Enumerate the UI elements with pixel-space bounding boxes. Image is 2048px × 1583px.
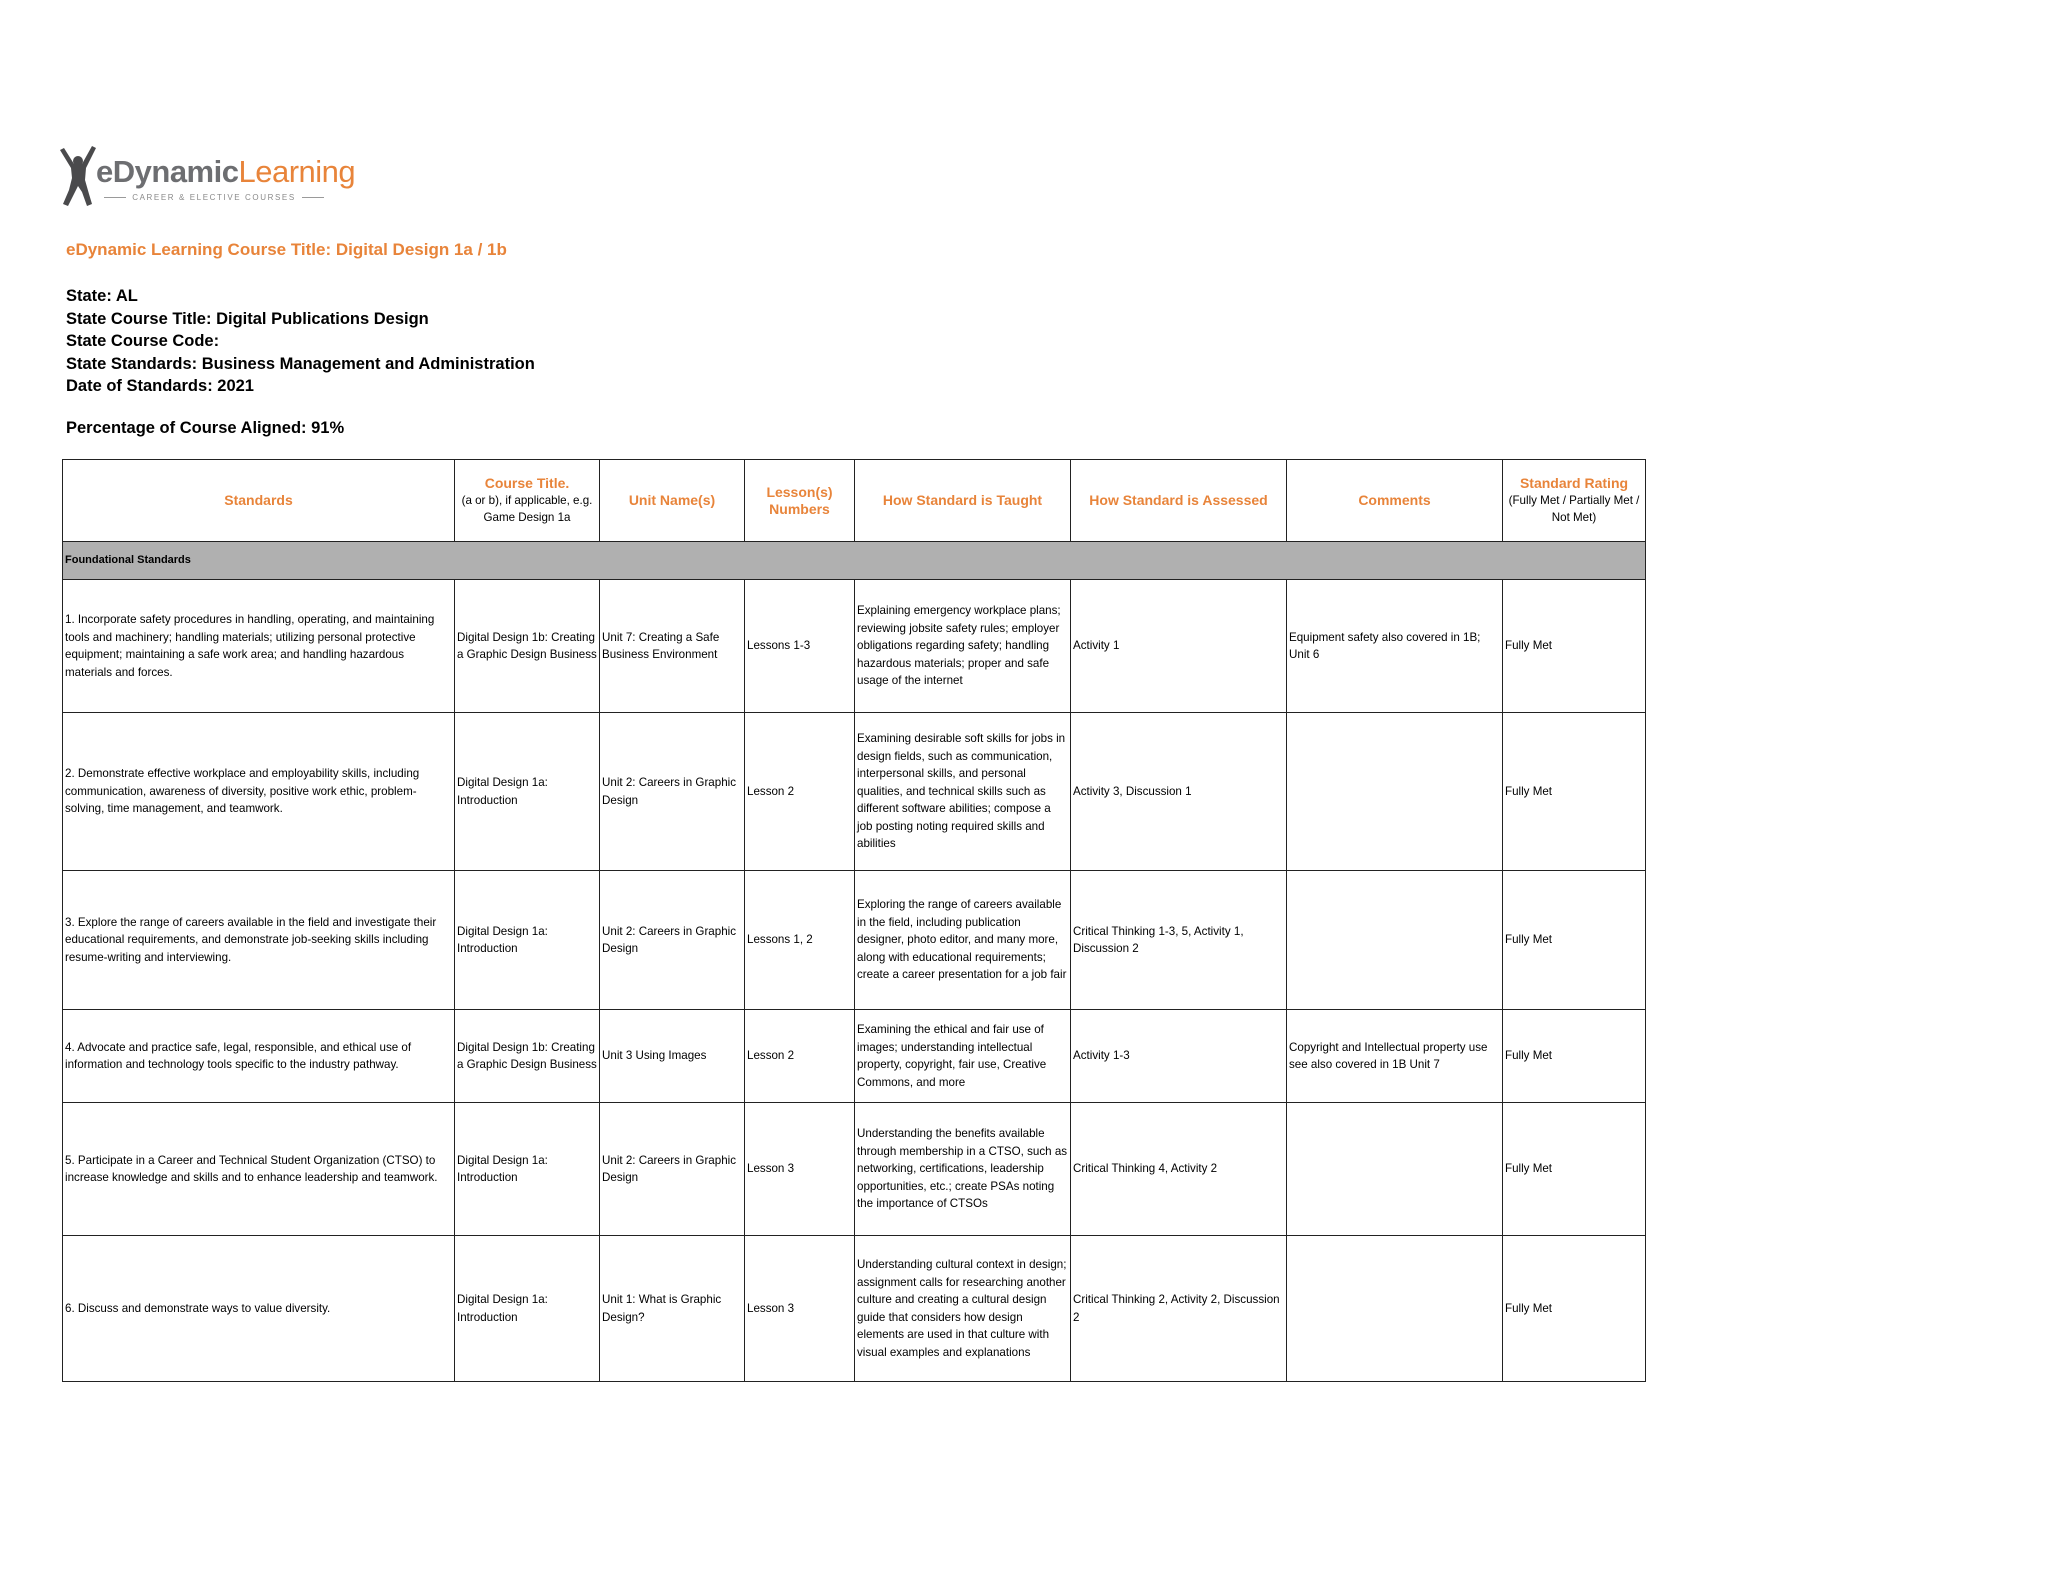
cell-taught: Exploring the range of careers available in the field, including publication designer, photo editor, and many more, along with educational requirements; create a career presentation for a job fair bbox=[855, 871, 1071, 1010]
table-row bbox=[63, 713, 1646, 871]
cell-comments bbox=[1287, 871, 1503, 1010]
course-title: eDynamic Learning Course Title: Digital Design 1a / 1b bbox=[66, 240, 507, 259]
state-standards-line: State Standards: Business Management and Administration bbox=[66, 354, 535, 373]
cell-standard: 3. Explore the range of careers available in the field and investigate their educational requirements, and demonstrate job-seeking skills including resume-writing and interviewing. bbox=[63, 871, 455, 1010]
cell-taught: Examining the ethical and fair use of images; understanding intellectual property, copyright, fair use, Creative Commons, and more bbox=[855, 1010, 1071, 1103]
person-jumping-icon bbox=[58, 144, 98, 210]
col-header-course-title bbox=[455, 460, 600, 542]
cell-course: Digital Design 1a: Introduction bbox=[455, 1236, 600, 1382]
col-header-course-title-sub: (a or b), if applicable, e.g. Game Design 1a bbox=[461, 493, 593, 524]
cell-unit: Unit 7: Creating a Safe Business Environment bbox=[600, 580, 745, 713]
cell-lessons: Lessons 1-3 bbox=[745, 580, 855, 713]
table-row bbox=[63, 1236, 1646, 1382]
cell-course: Digital Design 1a: Introduction bbox=[455, 1103, 600, 1236]
brand-main: Dynamic bbox=[112, 154, 239, 189]
cell-assessed: Activity 1 bbox=[1071, 580, 1287, 713]
cell-comments: Copyright and Intellectual property use see also covered in 1B Unit 7 bbox=[1287, 1010, 1503, 1103]
brand-suffix: Learning bbox=[238, 154, 356, 189]
cell-comments bbox=[1287, 1103, 1503, 1236]
cell-rating: Fully Met bbox=[1503, 1236, 1646, 1382]
cell-rating: Fully Met bbox=[1503, 580, 1646, 713]
state-course-title-line: State Course Title: Digital Publications Design bbox=[66, 309, 429, 328]
table-row bbox=[63, 1010, 1646, 1103]
col-header-course-title-main: Course Title. bbox=[484, 474, 570, 491]
cell-rating: Fully Met bbox=[1503, 1103, 1646, 1236]
cell-taught: Examining desirable soft skills for jobs in design fields, such as communication, interpersonal skills, and personal qualities, and technical skills such as different software abilities; compose a job posting noting required skills and abilities bbox=[855, 713, 1071, 871]
cell-comments bbox=[1287, 713, 1503, 871]
cell-standard: 4. Advocate and practice safe, legal, responsible, and ethical use of information and technology tools specific to the industry pathway. bbox=[63, 1010, 455, 1103]
percentage-aligned: Percentage of Course Aligned: 91% bbox=[66, 419, 345, 437]
cell-unit: Unit 2: Careers in Graphic Design bbox=[600, 713, 745, 871]
table-row bbox=[63, 580, 1646, 713]
cell-unit: Unit 2: Careers in Graphic Design bbox=[600, 1103, 745, 1236]
col-header-lessons: Lesson(s) Numbers bbox=[745, 460, 855, 542]
course-meta bbox=[66, 285, 535, 398]
table-row bbox=[63, 1103, 1646, 1236]
cell-lessons: Lesson 3 bbox=[745, 1236, 855, 1382]
cell-assessed: Critical Thinking 1-3, 5, Activity 1, Discussion 2 bbox=[1071, 871, 1287, 1010]
cell-rating: Fully Met bbox=[1503, 871, 1646, 1010]
cell-assessed: Critical Thinking 4, Activity 2 bbox=[1071, 1103, 1287, 1236]
brand-prefix: e bbox=[96, 154, 113, 189]
section-label: Foundational Standards bbox=[63, 542, 1646, 580]
section-row-foundational bbox=[63, 542, 1646, 580]
cell-taught: Understanding cultural context in design; assignment calls for researching another culture and creating a cultural design guide that considers how design elements are used in that culture with visual examples and explanations bbox=[855, 1236, 1071, 1382]
cell-comments bbox=[1287, 1236, 1503, 1382]
cell-assessed: Critical Thinking 2, Activity 2, Discussion 2 bbox=[1071, 1236, 1287, 1382]
cell-standard: 6. Discuss and demonstrate ways to value diversity. bbox=[63, 1236, 455, 1382]
cell-comments: Equipment safety also covered in 1B; Unit 6 bbox=[1287, 580, 1503, 713]
cell-unit: Unit 3 Using Images bbox=[600, 1010, 745, 1103]
col-header-rating-main: Standard Rating bbox=[1519, 474, 1629, 491]
date-of-standards-line: Date of Standards: 2021 bbox=[66, 377, 254, 395]
cell-assessed: Activity 1-3 bbox=[1071, 1010, 1287, 1103]
cell-course: Digital Design 1b: Creating a Graphic Design Business bbox=[455, 1010, 600, 1103]
table-header-row bbox=[63, 460, 1646, 542]
cell-rating: Fully Met bbox=[1503, 713, 1646, 871]
cell-unit: Unit 1: What is Graphic Design? bbox=[600, 1236, 745, 1382]
state-line: State: AL bbox=[66, 287, 138, 305]
cell-taught: Explaining emergency workplace plans; reviewing jobsite safety rules; employer obligations regarding safety; handling hazardous materials; proper and safe usage of the internet bbox=[855, 580, 1071, 713]
cell-lessons: Lesson 2 bbox=[745, 1010, 855, 1103]
state-course-code-line: State Course Code: bbox=[66, 332, 220, 350]
cell-rating: Fully Met bbox=[1503, 1010, 1646, 1103]
table-row bbox=[63, 871, 1646, 1010]
col-header-rating-sub: (Fully Met / Partially Met / Not Met) bbox=[1508, 493, 1640, 524]
cell-taught: Understanding the benefits available through membership in a CTSO, such as networking, certifications, leadership opportunities, etc.; create PSAs noting the importance of CTSOs bbox=[855, 1103, 1071, 1236]
cell-lessons: Lessons 1, 2 bbox=[745, 871, 855, 1010]
standards-table bbox=[62, 459, 1646, 1382]
col-header-how-assessed: How Standard is Assessed bbox=[1071, 460, 1287, 542]
col-header-how-taught: How Standard is Taught bbox=[855, 460, 1071, 542]
cell-lessons: Lesson 2 bbox=[745, 713, 855, 871]
col-header-comments: Comments bbox=[1287, 460, 1503, 542]
cell-unit: Unit 2: Careers in Graphic Design bbox=[600, 871, 745, 1010]
tagline-text: CAREER & ELECTIVE COURSES bbox=[132, 193, 296, 202]
cell-course: Digital Design 1a: Introduction bbox=[455, 713, 600, 871]
cell-standard: 2. Demonstrate effective workplace and employability skills, including communication, awareness of diversity, positive work ethic, problem-solving, time management, and teamwork. bbox=[63, 713, 455, 871]
cell-lessons: Lesson 3 bbox=[745, 1103, 855, 1236]
cell-assessed: Activity 3, Discussion 1 bbox=[1071, 713, 1287, 871]
col-header-unit-names: Unit Name(s) bbox=[600, 460, 745, 542]
cell-standard: 1. Incorporate safety procedures in handling, operating, and maintaining tools and machinery; handling materials; utilizing personal protective equipment; maintaining a safe work area; and handling hazardous materials and forces. bbox=[63, 580, 455, 713]
brand-tagline bbox=[98, 193, 330, 202]
cell-standard: 5. Participate in a Career and Technical Student Organization (CTSO) to increase knowledge and skills and to enhance leadership and teamwork. bbox=[63, 1103, 455, 1236]
col-header-standards: Standards bbox=[63, 460, 455, 542]
col-header-rating bbox=[1503, 460, 1646, 542]
edynamic-logo bbox=[58, 144, 358, 210]
cell-course: Digital Design 1a: Introduction bbox=[455, 871, 600, 1010]
brand-wordmark bbox=[96, 154, 355, 190]
cell-course: Digital Design 1b: Creating a Graphic Design Business bbox=[455, 580, 600, 713]
